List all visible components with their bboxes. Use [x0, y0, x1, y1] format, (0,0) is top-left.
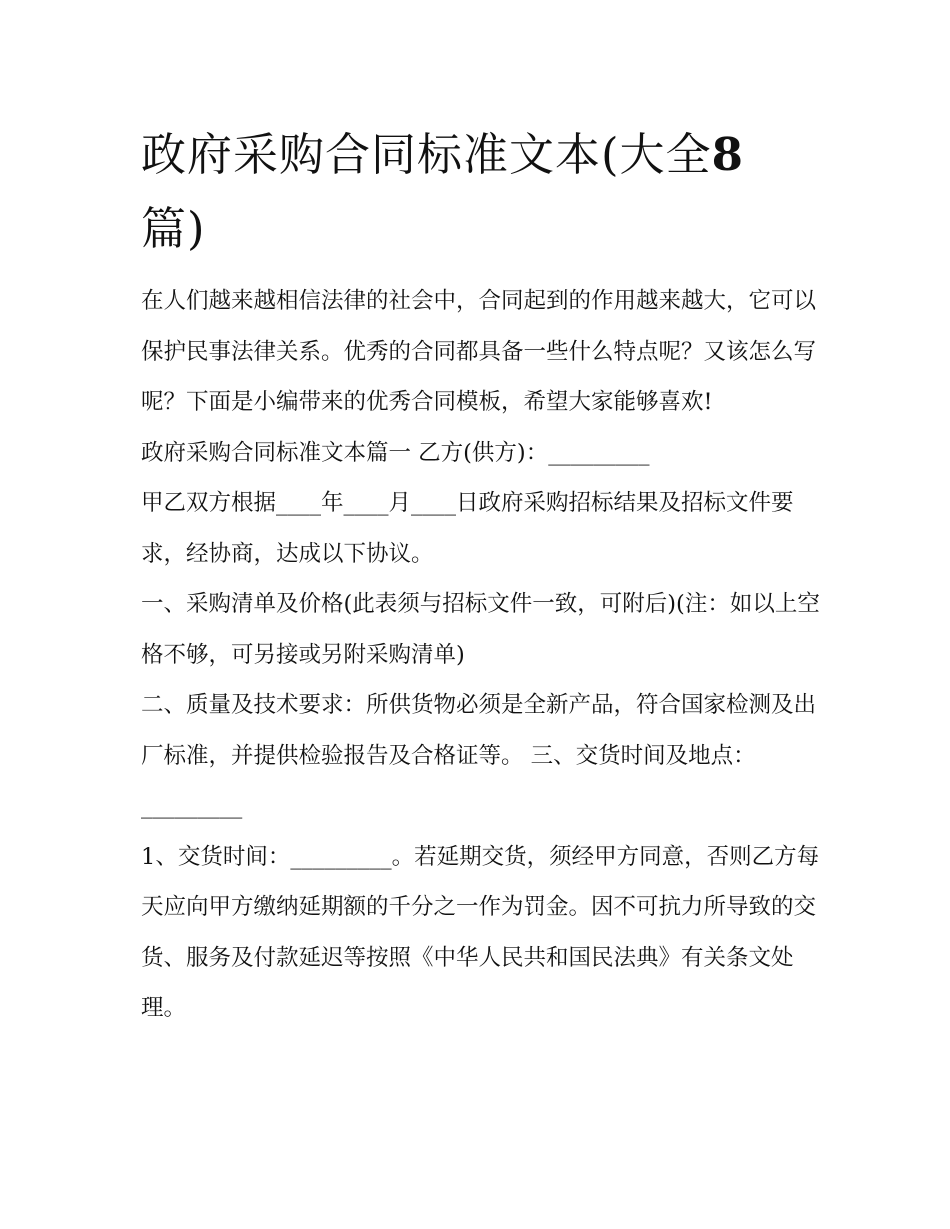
section-heading-paragraph: 政府采购合同标准文本篇一 乙方(供方)：_________ — [141, 439, 650, 466]
intro-paragraph: 在人们越来越相信法律的社会中，合同起到的作用越来越大，它可以保护民事法律关系。优秀的合同都具备一些什么特点呢？又该怎么写呢？下面是小编带来的优秀合同模板，希望大家能够喜欢! — [141, 288, 817, 415]
agreement-paragraph: 甲乙双方根据____年____月____日政府采购招标结果及招标文件要求，经协商，达成以下协议。 — [141, 490, 794, 567]
delivery-time-paragraph: 1、交货时间：_________。若延期交货，须经甲方同意，否则乙方每天应向甲方缴纳延期额的千分之一作为罚金。因不可抗力所导致的交货、服务及付款延迟等按照《中华人民共和国民法典》有关条文处理。 — [141, 843, 820, 1021]
title-prefix: 政府采购合同标准文本(大全 — [141, 128, 712, 181]
document-title — [141, 118, 821, 266]
title-suffix: 篇) — [141, 202, 206, 255]
clause-two-paragraph: 二、质量及技术要求：所供货物必须是全新产品，符合国家检测及出厂标准，并提供检验报告及合格证等。 三、交货时间及地点：_________ — [141, 692, 817, 819]
document-body — [141, 276, 821, 1034]
clause-one-paragraph: 一、采购清单及价格(此表须与招标文件一致，可附后)(注：如以上空格不够，可另接或另附采购清单) — [141, 591, 820, 668]
title-number: 8 — [711, 128, 744, 181]
